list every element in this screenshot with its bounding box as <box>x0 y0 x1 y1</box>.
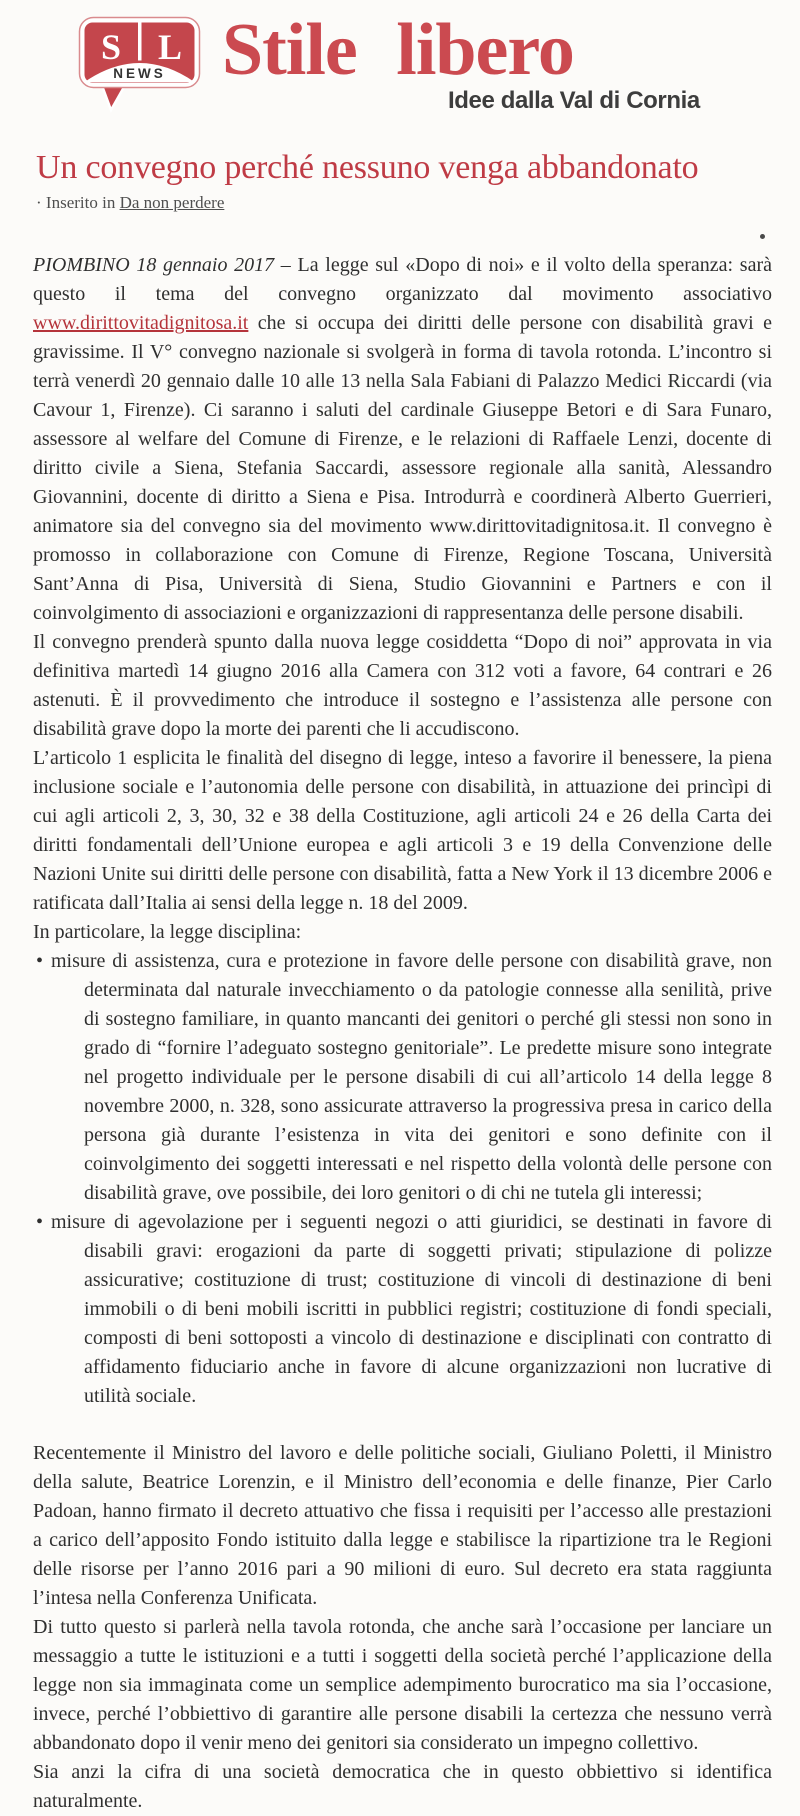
article-meta <box>36 193 772 213</box>
site-logo[interactable] <box>78 16 202 120</box>
bullet-icon: • <box>36 1211 44 1233</box>
inline-link[interactable]: www.dirittovitadignitosa.it <box>33 312 249 334</box>
text-run: misure di assistenza, cura e protezione in favore delle persone con disabilità grave, non determinata dal naturale invecchiamento o da patologie connesse alla senilità, prive di sostegno familiare, in quanto mancanti dei genitori o perché gli stessi non sono in grado di “fornire l’adeguato sostegno genitoriale”. Le predette misure sono integrate nel progetto individuale per le persone disabili di cui all’articolo 14 della legge 8 novembre 2000, n. 328, sono assicurate attraverso la progressiva presa in carico della persona già durante l’esistenza in vita dei genitori e sono definite con il coinvolgimento dei soggetti interessati e nel rispetto della volontà delle persone con disabilità grave, ove possibile, dei loro genitori o di chi ne tutela gli interessi; <box>51 950 772 1204</box>
text-run: L’articolo 1 esplicita le finalità del disegno di legge, inteso a favorire il benessere, la piena inclusione sociale e l’autonomia delle persone con disabilità, in attuazione dei princìpi di cui agli articoli 2, 3, 30, 32 e 38 della Costituzione, agli articoli 24 e 26 della Carta dei diritti fondamentali dell’Unione europea e agli articoli 3 e 19 della Convenzione delle Nazioni Unite sui diritti delle persone con disabilità, fatta a New York il 13 dicembre 2006 e ratificata dall’Italia ai sensi della legge n. 18 del 2009. <box>33 747 772 914</box>
text-run: – La legge sul «Dopo di noi» e il volto della speranza: sarà questo il tema del convegno organizzato dal movimento associativo <box>33 254 772 305</box>
paragraph <box>33 918 772 947</box>
text-run: PIOMBINO 18 gennaio 2017 <box>33 254 275 276</box>
logo-letter-s: S <box>100 27 122 67</box>
bullet-icon: • <box>36 950 44 972</box>
text-run: Recentemente il Ministro del lavoro e delle politiche sociali, Giuliano Poletti, il Ministro della salute, Beatrice Lorenzin, e il Ministro dell’economia e delle finanze, Pier Carlo Padoan, hanno firmato il decreto attuativo che fissa i requisiti per l’accesso alle prestazioni a carico dell’apposito Fondo istituito dalla legge e stabilisce la ripartizione tra le Regioni delle risorse per l’anno 2016 pari a 90 milioni di euro. Sul decreto era stata raggiunta l’intesa nella Conferenza Unificata. <box>33 1442 772 1609</box>
text-run: Sia anzi la cifra di una società democratica che in questo obbiettivo si identifica naturalmente. <box>33 1761 772 1812</box>
text-run: In particolare, la legge disciplina: <box>33 921 302 943</box>
paragraph <box>33 251 772 628</box>
brand-tagline: Idee dalla Val di Cornia <box>448 87 700 114</box>
bullet-item <box>33 1208 772 1411</box>
paragraph <box>33 1439 772 1613</box>
paragraph <box>33 744 772 918</box>
logo-letter-l: L <box>157 27 183 67</box>
article-body <box>33 251 772 1816</box>
logo-divider <box>138 23 142 61</box>
sl-news-logo-icon <box>78 16 202 120</box>
text-run: Di tutto questo si parlerà nella tavola rotonda, che anche sarà l’occasione per lanciare un messaggio a tutte le istituzioni e a tutti i soggetti della società perché l’applicazione della legge non sia immaginata come un semplice adempimento burocratico ma sia l’occasione, invece, perché l’obbiettivo di garantire alle persone disabili la certezza che nessuno verrà abbandonato dopo il venir meno dei genitori sia considerato un impegno collettivo. <box>33 1616 772 1754</box>
scan-artifact-dot <box>760 234 765 239</box>
category-link[interactable]: Da non perdere <box>119 193 225 212</box>
text-run: che si occupa dei diritti delle persone con disabilità gravi e gravissime. Il V° convegno nazionale si svolgerà in forma di tavola rotonda. L’incontro si terrà venerdì 20 gennaio dalle 10 alle 13 nella Sala Fabiani di Palazzo Medici Riccardi (via Cavour 1, Firenze). Ci saranno i saluti del cardinale Giuseppe Betori e di Sara Funaro, assessore al welfare del Comune di Firenze, e le relazioni di Raffaele Lenzi, docente di diritto civile a Siena, Stefania Saccardi, assessore regionale alla sanità, Alessandro Giovannini, docente di diritto a Siena e Pisa. Introdurrà e coordinerà Alberto Guerrieri, animatore sia del convegno sia del movimento www.dirittovitadignitosa.it. Il convegno è promosso in collaborazione con Comune di Firenze, Regione Toscana, Università Sant’Anna di Pisa, Università di Siena, Studio Giovannini e Partners e con il coinvolgimento di associazioni e organizzazioni di rappresentanza delle persone disabili. <box>33 312 772 624</box>
article-title: Un convegno perché nessuno venga abbandonato <box>36 149 699 186</box>
paragraph <box>33 1613 772 1758</box>
text-run: misure di agevolazione per i seguenti negozi o atti giuridici, se destinati in favore di disabili gravi: erogazioni da parte di soggetti privati; stipulazione di polizze assicurative; costituzione di trust; costituzione di vincoli di destinazione di beni immobili o di beni mobili iscritti in pubblici registri; costituzione di fondi speciali, composti di beni sottoposti a vincolo di destinazione e disciplinati con contratto di affidamento fiduciario anche in favore di alcune organizzazioni non lucrative di utilità sociale. <box>51 1211 772 1407</box>
brand-title: Stile libero <box>222 9 574 91</box>
title-block <box>36 148 772 213</box>
text-run: Il convegno prenderà spunto dalla nuova legge cosiddetta “Dopo di noi” approvata in via definitiva martedì 14 giugno 2016 alla Camera con 312 voti a favore, 64 contrari e 26 astenuti. È il provvedimento che introduce il sostegno e l’assistenza alle persone con disabilità grave dopo la morte dei parenti che li accudiscono. <box>33 631 772 740</box>
paragraph <box>33 1758 772 1816</box>
masthead <box>0 0 800 140</box>
bullet-item <box>33 947 772 1208</box>
meta-prefix: · Inserito in <box>36 193 120 212</box>
logo-news-label: NEWS <box>113 66 166 81</box>
paragraph <box>33 628 772 744</box>
